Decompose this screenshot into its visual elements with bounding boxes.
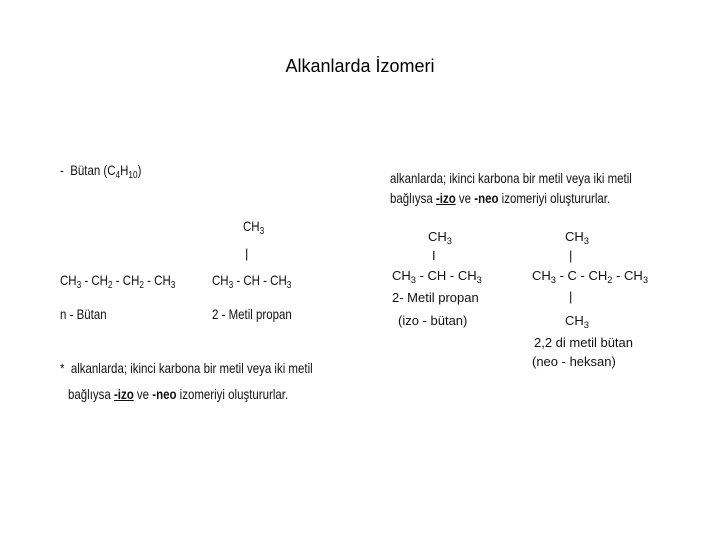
formula-sub: 3 xyxy=(583,320,589,330)
iso-bond: I xyxy=(432,248,436,263)
formula-sub: 3 xyxy=(476,275,482,285)
iso-top-methyl xyxy=(428,229,452,244)
formula-sub: 3 xyxy=(286,280,292,291)
formula-sub: 2 xyxy=(107,280,113,291)
neo-keyword: -neo xyxy=(152,386,177,402)
formula-part: CH xyxy=(392,268,411,283)
formula-part: - CH xyxy=(112,272,140,288)
neo-top-methyl xyxy=(565,229,589,244)
right-note-line2 xyxy=(390,190,610,206)
page-title: Alkanlarda İzomeri xyxy=(285,56,435,76)
izo-keyword: -izo xyxy=(435,190,456,206)
formula-part: - C - CH xyxy=(555,268,608,283)
neo-bottom-bond: | xyxy=(569,289,573,304)
formula-part: - CH - CH xyxy=(415,268,477,283)
formula-sub: 3 xyxy=(76,280,82,291)
formula-part: CH xyxy=(428,229,447,244)
formula-part: CH xyxy=(565,313,584,328)
formula-sub: 3 xyxy=(259,226,265,237)
iso-formula xyxy=(392,268,482,283)
formula-sub: 3 xyxy=(170,280,176,291)
bullet-asterisk: * xyxy=(60,360,65,376)
formula-sub: 2 xyxy=(607,275,613,285)
note-text: bağlıysa xyxy=(390,190,436,206)
note-text: izomeriyi oluştururlar. xyxy=(176,386,289,402)
formula-sub: 3 xyxy=(550,275,556,285)
neo-top-bond: | xyxy=(569,248,573,263)
formula-part: - CH xyxy=(612,268,643,283)
formula-sub: 3 xyxy=(228,280,234,291)
bullet-dash: - xyxy=(60,162,64,178)
formula-sub: 3 xyxy=(410,275,416,285)
iso-name: 2- Metil propan xyxy=(392,290,479,305)
neo-bottom-methyl xyxy=(565,313,589,328)
butane-heading xyxy=(60,162,142,181)
carbon-subscript: 4 xyxy=(115,170,121,181)
formula-part: CH xyxy=(212,272,229,288)
hydrogen-symbol: H xyxy=(120,162,129,178)
formula-sub: 3 xyxy=(446,236,452,246)
isobutane-name: 2 - Metil propan xyxy=(212,306,292,322)
formula-part: - CH - CH xyxy=(233,272,287,288)
formula-sub: 3 xyxy=(642,275,649,285)
right-note-line1: alkanlarda; ikinci karbona bir metil veya iki metil xyxy=(390,170,632,186)
formula-sub: 2 xyxy=(139,280,144,291)
neo-alt-name: (neo - heksan) xyxy=(532,354,616,369)
neo-keyword: -neo xyxy=(474,190,499,206)
note-text: ve xyxy=(133,386,153,402)
neo-formula xyxy=(532,268,648,283)
isobutane-formula xyxy=(212,272,292,291)
left-note-line2 xyxy=(68,386,288,402)
isobutane-top-methyl xyxy=(243,218,265,237)
heading-close-paren: ) xyxy=(137,162,142,178)
formula-part: CH xyxy=(243,218,260,234)
formula-part: - CH xyxy=(81,272,108,288)
neo-name: 2,2 di metil bütan xyxy=(534,335,634,350)
iso-alt-name: (izo - bütan) xyxy=(398,313,468,328)
n-butane-name: n - Bütan xyxy=(60,306,107,322)
left-note-line1 xyxy=(60,360,313,376)
hydrogen-subscript: 10 xyxy=(128,170,138,181)
note-text: alkanlarda; ikinci karbona bir metil veya iki metil xyxy=(70,360,313,376)
formula-part: CH xyxy=(532,268,551,283)
formula-part: - CH xyxy=(143,272,171,288)
formula-part: CH xyxy=(60,272,77,288)
formula-part: CH xyxy=(565,229,584,244)
formula-sub: 3 xyxy=(583,236,589,246)
note-text: izomeriyi oluştururlar. xyxy=(498,190,611,206)
note-text: bağlıysa xyxy=(68,386,114,402)
isobutane-bond: | xyxy=(245,246,249,261)
butane-heading-text: Bütan (C xyxy=(70,162,116,178)
n-butane-formula xyxy=(60,272,176,291)
izo-keyword: -izo xyxy=(113,386,134,402)
note-text: ve xyxy=(455,190,475,206)
